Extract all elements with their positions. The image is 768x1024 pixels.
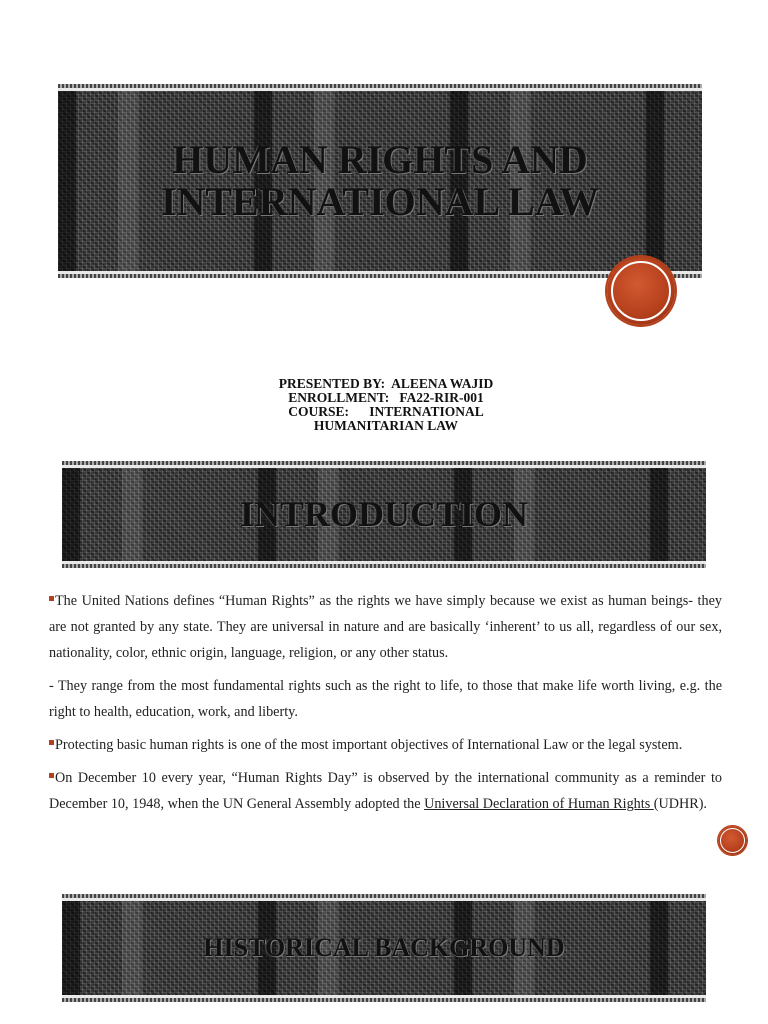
paragraph-4 xyxy=(49,765,722,817)
paragraph-3-text: Protecting basic human rights is one of the most important objectives of International Law or the legal system. xyxy=(55,737,683,753)
paragraph-2-text: - They range from the most fundamental rights such as the right to life, to those that make life worth living, e.g. the right to health, education, work, and liberty. xyxy=(49,678,722,720)
presenter-info xyxy=(230,377,542,433)
paragraph-2 xyxy=(49,673,722,725)
paragraph-1 xyxy=(49,588,722,666)
bullet-icon xyxy=(49,596,54,601)
banner-rule-top xyxy=(62,898,706,901)
paragraph-4-text: On December 10 every year, “Human Rights Day” is observed by the international community as a reminder to December 10, 1948, when the UN General Assembly adopted the xyxy=(49,770,722,812)
title-line-1: HUMAN RIGHTS AND xyxy=(172,137,588,182)
historical-background-heading: HISTORICAL BACKGROUND xyxy=(203,933,565,963)
bullet-icon xyxy=(49,773,54,778)
enrollment-line: ENROLLMENT: FA22-RIR-001 xyxy=(288,390,484,405)
title-banner xyxy=(58,84,702,278)
decorative-circle-icon xyxy=(607,257,675,325)
banner-rule-top xyxy=(62,465,706,468)
course-line-2: HUMANITARIAN LAW xyxy=(313,418,459,433)
presentation-title xyxy=(161,139,599,223)
historical-background-banner xyxy=(62,894,706,1002)
course-line: COURSE: INTERNATIONAL xyxy=(288,404,484,419)
banner-edge-bottom xyxy=(58,274,702,278)
banner-edge-bottom xyxy=(62,998,706,1002)
decorative-circle-icon xyxy=(718,826,747,855)
paragraph-3 xyxy=(49,732,722,758)
bullet-icon xyxy=(49,740,54,745)
introduction-body xyxy=(49,588,722,824)
udhr-link[interactable]: Universal Declaration of Human Rights xyxy=(424,796,654,812)
paragraph-1-text: The United Nations defines “Human Rights” as the rights we have simply because we exist as human beings- they are not granted by any state. They are universal in nature and are basically ‘inherent’ to us all, regardless of our sex, nationality, color, ethnic origin, language, religion, or any other status. xyxy=(49,593,722,661)
introduction-heading: INTRODUCTION xyxy=(239,493,529,534)
paragraph-4-end: (UDHR). xyxy=(653,796,707,812)
banner-edge-bottom xyxy=(62,564,706,568)
title-line-2: INTERNATIONAL LAW xyxy=(160,179,600,224)
introduction-banner xyxy=(62,461,706,568)
presenter-line: PRESENTED BY: ALEENA WAJID xyxy=(278,376,494,391)
banner-rule-top xyxy=(58,88,702,91)
